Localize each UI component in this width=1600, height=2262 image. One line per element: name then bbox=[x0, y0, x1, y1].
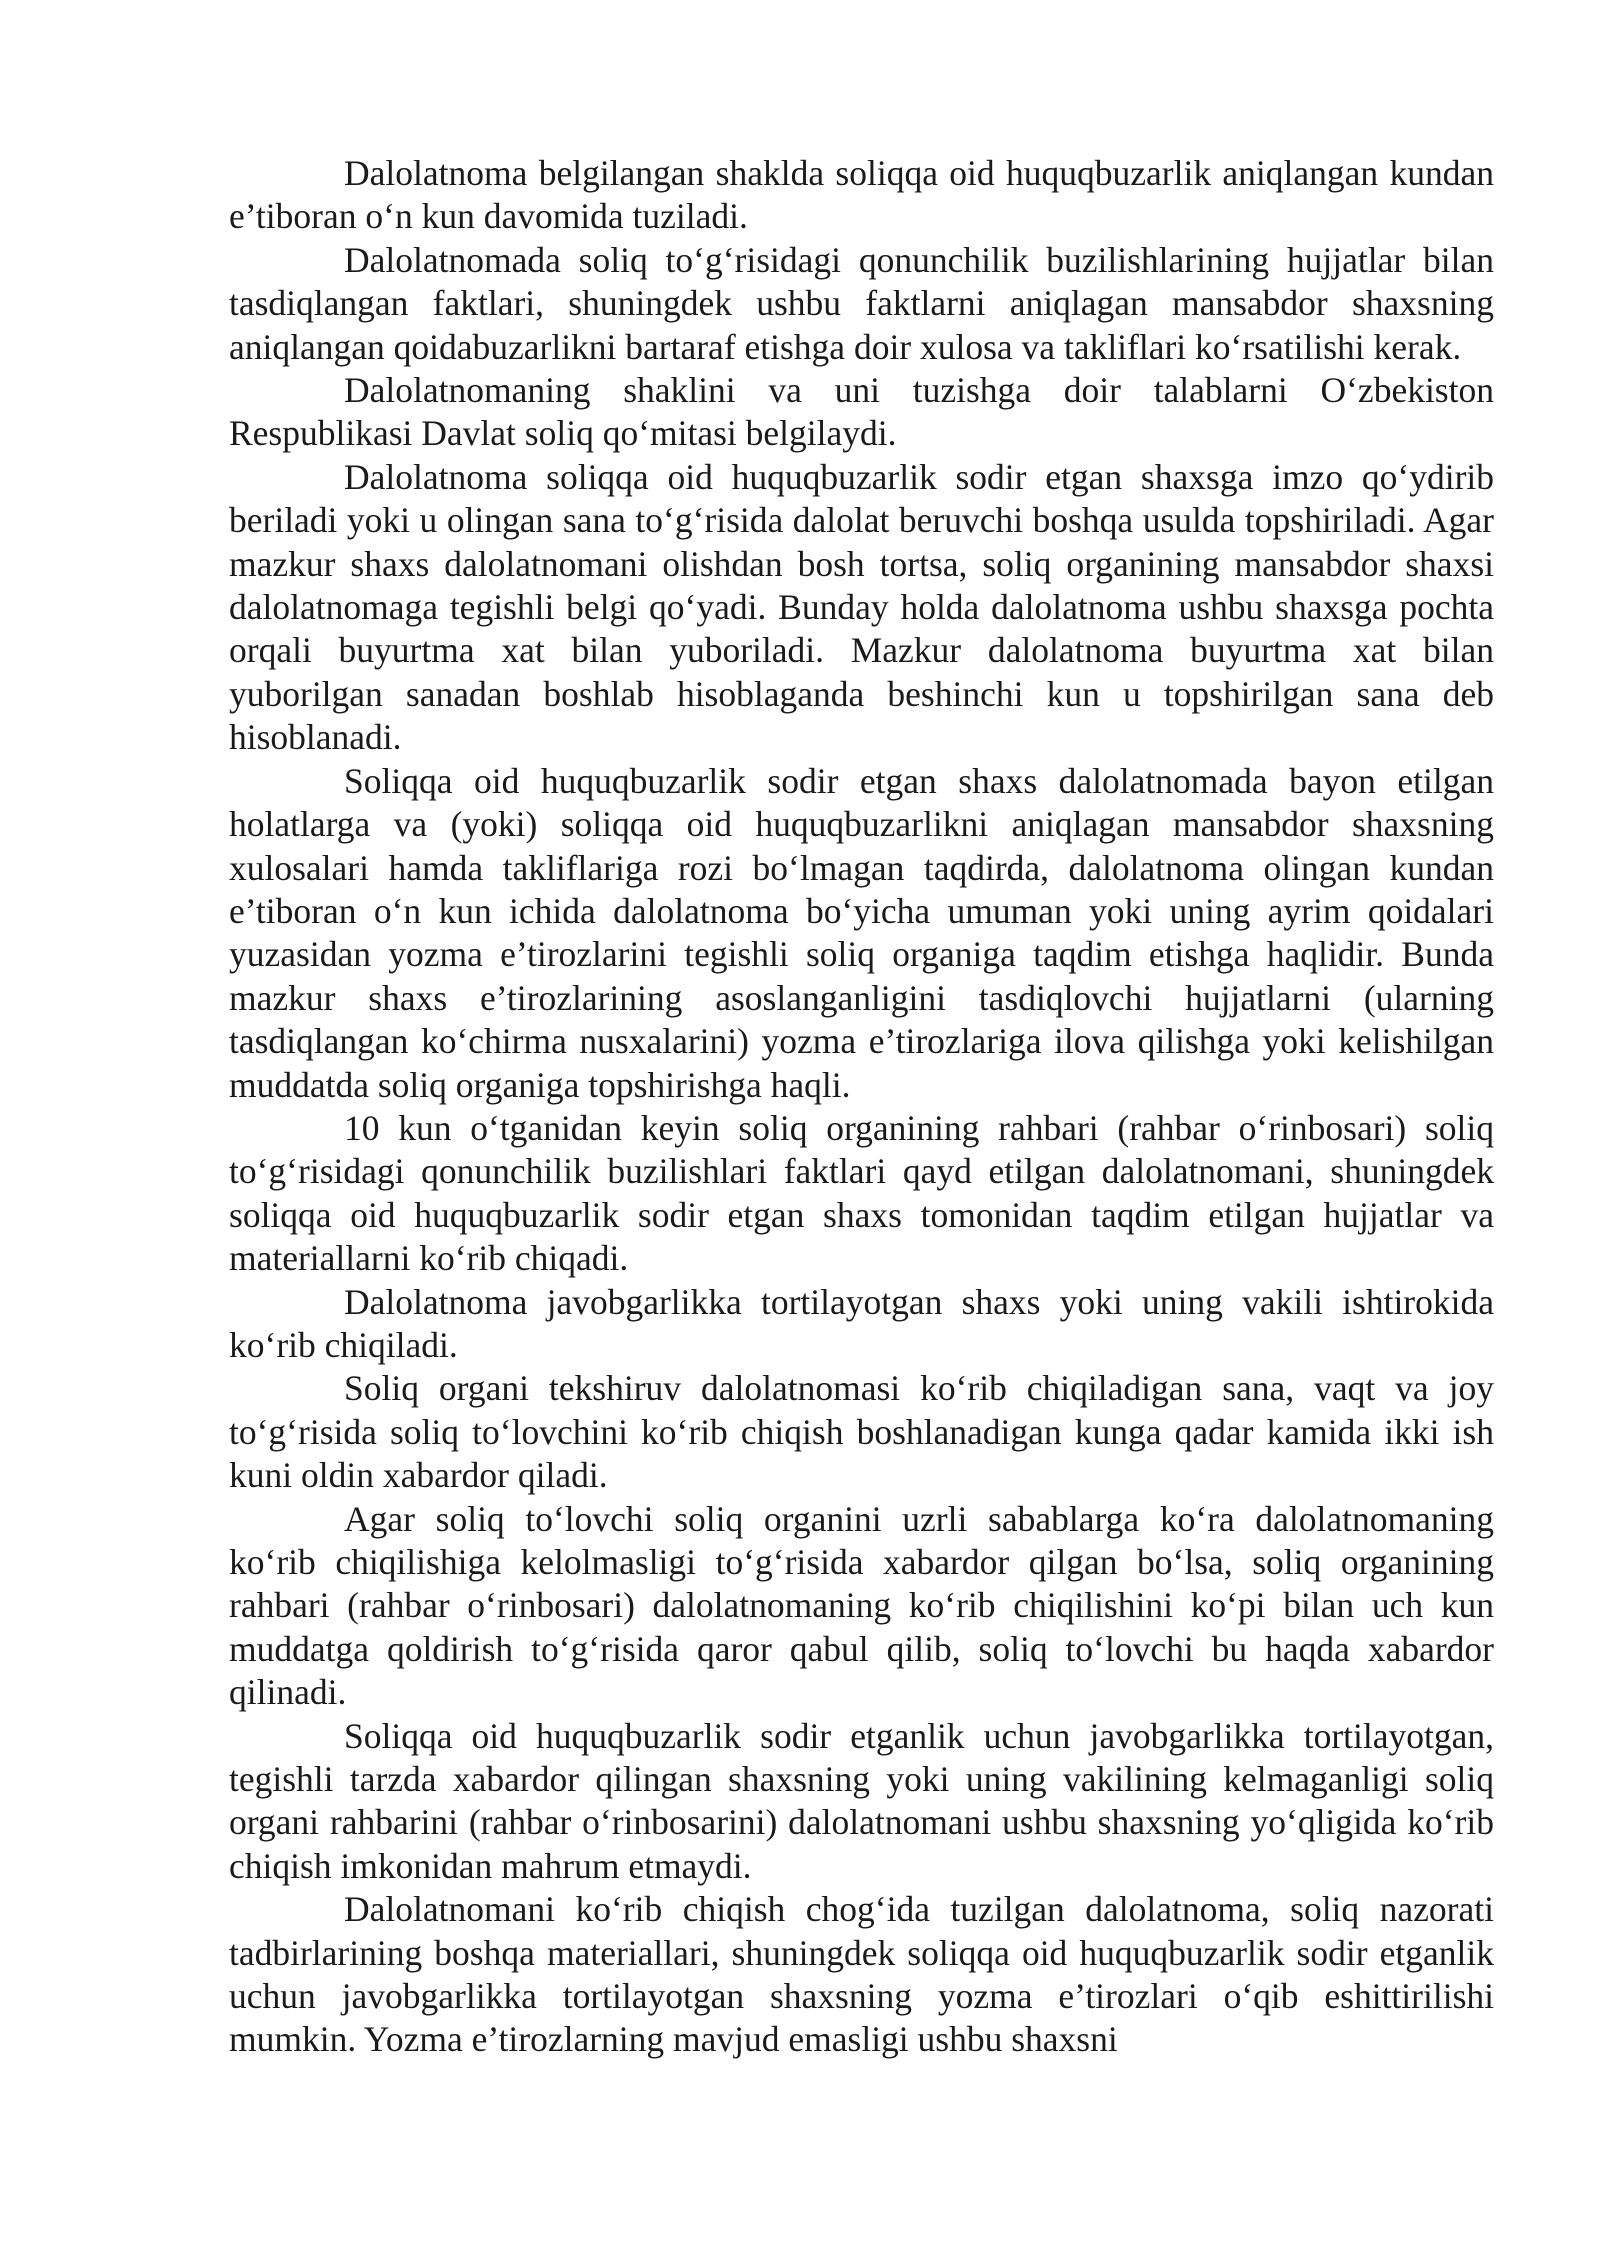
paragraph-review-participation: Dalolatnoma javobgarlikka tortilayotgan shaxs yoki uning vakili ishtirokida ko‘rib chiqiladi. bbox=[229, 1281, 1494, 1365]
paragraph-review-in-absence: Soliqqa oid huquqbuzarlik sodir etganlik uchun javobgarlikka tortilayotgan, tegishli tarzda xabardor qilingan shaxsning yoki uning vakilining kelmaganligi soliq organi rahbarini (rahbar o‘rinbosarini) dalolatnomani ushbu shaxsning yo‘qligida ko‘rib chiqish imkonidan mahrum etmaydi. bbox=[229, 1715, 1494, 1886]
paragraph-review-notification: Soliq organi tekshiruv dalolatnomasi ko‘rib chiqiladigan sana, vaqt va joy to‘g‘risida soliq to‘lovchini ko‘rib chiqish boshlanadigan kunga qadar kamida ikki ish kuni oldin xabardor qiladi. bbox=[229, 1368, 1494, 1496]
paragraph-act-contents: Dalolatnomada soliq to‘g‘risidagi qonunchilik buzilishlarining hujjatlar bilan tasdiqlangan faktlari, shuningdek ushbu faktlarni aniqlagan mansabdor shaxsning aniqlangan qoidabuzarlikni bartaraf etishga doir xulosa va takliflari ko‘rsatilishi kerak. bbox=[229, 239, 1494, 367]
paragraph-review-postponement: Agar soliq to‘lovchi soliq organini uzrli sabablarga ko‘ra dalolatnomaning ko‘rib chiqilishiga kelolmasligi to‘g‘risida xabardor qilgan bo‘lsa, soliq organining rahbari (rahbar o‘rinbosari) dalolatnomaning ko‘rib chiqilishini ko‘pi bilan uch kun muddatga qoldirish to‘g‘risida qaror qabul qilib, soliq to‘lovchi bu haqda xabardor qilinadi. bbox=[229, 1498, 1494, 1713]
paragraph-act-drafting-deadline: Dalolatnoma belgilangan shaklda soliqqa oid huquqbuzarlik aniqlangan kundan e’tiboran o‘n kun davomida tuziladi. bbox=[229, 153, 1494, 237]
paragraph-review-materials: Dalolatnomani ko‘rib chiqish chog‘ida tuzilgan dalolatnoma, soliq nazorati tadbirlarining boshqa materiallari, shuningdek soliqqa oid huquqbuzarlik sodir etganlik uchun javobgarlikka tortilayotgan shaxsning yozma e’tirozlari o‘qib eshittirilishi mumkin. Yozma e’tirozlarning mavjud emasligi ushbu shaxsni bbox=[229, 1889, 1494, 2060]
paragraph-act-delivery: Dalolatnoma soliqqa oid huquqbuzarlik sodir etgan shaxsga imzo qo‘ydirib beriladi yoki u olingan sana to‘g‘risida dalolat beruvchi boshqa usulda topshiriladi. Agar mazkur shaxs dalolatnomani olishdan bosh tortsa, soliq organining mansabdor shaxsi dalolatnomaga tegishli belgi qo‘yadi. Bunday holda dalolatnoma ushbu shaxsga pochta orqali buyurtma xat bilan yuboriladi. Mazkur dalolatnoma buyurtma xat bilan yuborilgan sanadan boshlab hisoblaganda beshinchi kun u topshirilgan sana deb hisoblanadi. bbox=[229, 456, 1494, 758]
document-page bbox=[229, 152, 1494, 2062]
paragraph-act-review-after-10-days: 10 kun o‘tganidan keyin soliq organining rahbari (rahbar o‘rinbosari) soliq to‘g‘risidagi qonunchilik buzilishlari faktlari qayd etilgan dalolatnomani, shuningdek soliqqa oid huquqbuzarlik sodir etgan shaxs tomonidan taqdim etilgan hujjatlar va materiallarni ko‘rib chiqadi. bbox=[229, 1107, 1494, 1279]
paragraph-written-objections: Soliqqa oid huquqbuzarlik sodir etgan shaxs dalolatnomada bayon etilgan holatlarga va (yoki) soliqqa oid huquqbuzarlikni aniqlagan mansabdor shaxsning xulosalari hamda takliflariga rozi bo‘lmagan taqdirda, dalolatnoma olingan kundan e’tiboran o‘n kun ichida dalolatnoma bo‘yicha umuman yoki uning ayrim qoidalari yuzasidan yozma e’tirozlarini tegishli soliq organiga taqdim etishga haqlidir. Bunda mazkur shaxs e’tirozlarining asoslanganligini tasdiqlovchi hujjatlarni (ularning tasdiqlangan ko‘chirma nusxalarini) yozma e’tirozlariga ilova qilishga yoki kelishilgan muddatda soliq organiga topshirishga haqli. bbox=[229, 760, 1494, 1105]
paragraph-act-form-requirements: Dalolatnomaning shaklini va uni tuzishga doir talablarni O‘zbekiston Respublikasi Davlat soliq qo‘mitasi belgilaydi. bbox=[229, 370, 1494, 454]
